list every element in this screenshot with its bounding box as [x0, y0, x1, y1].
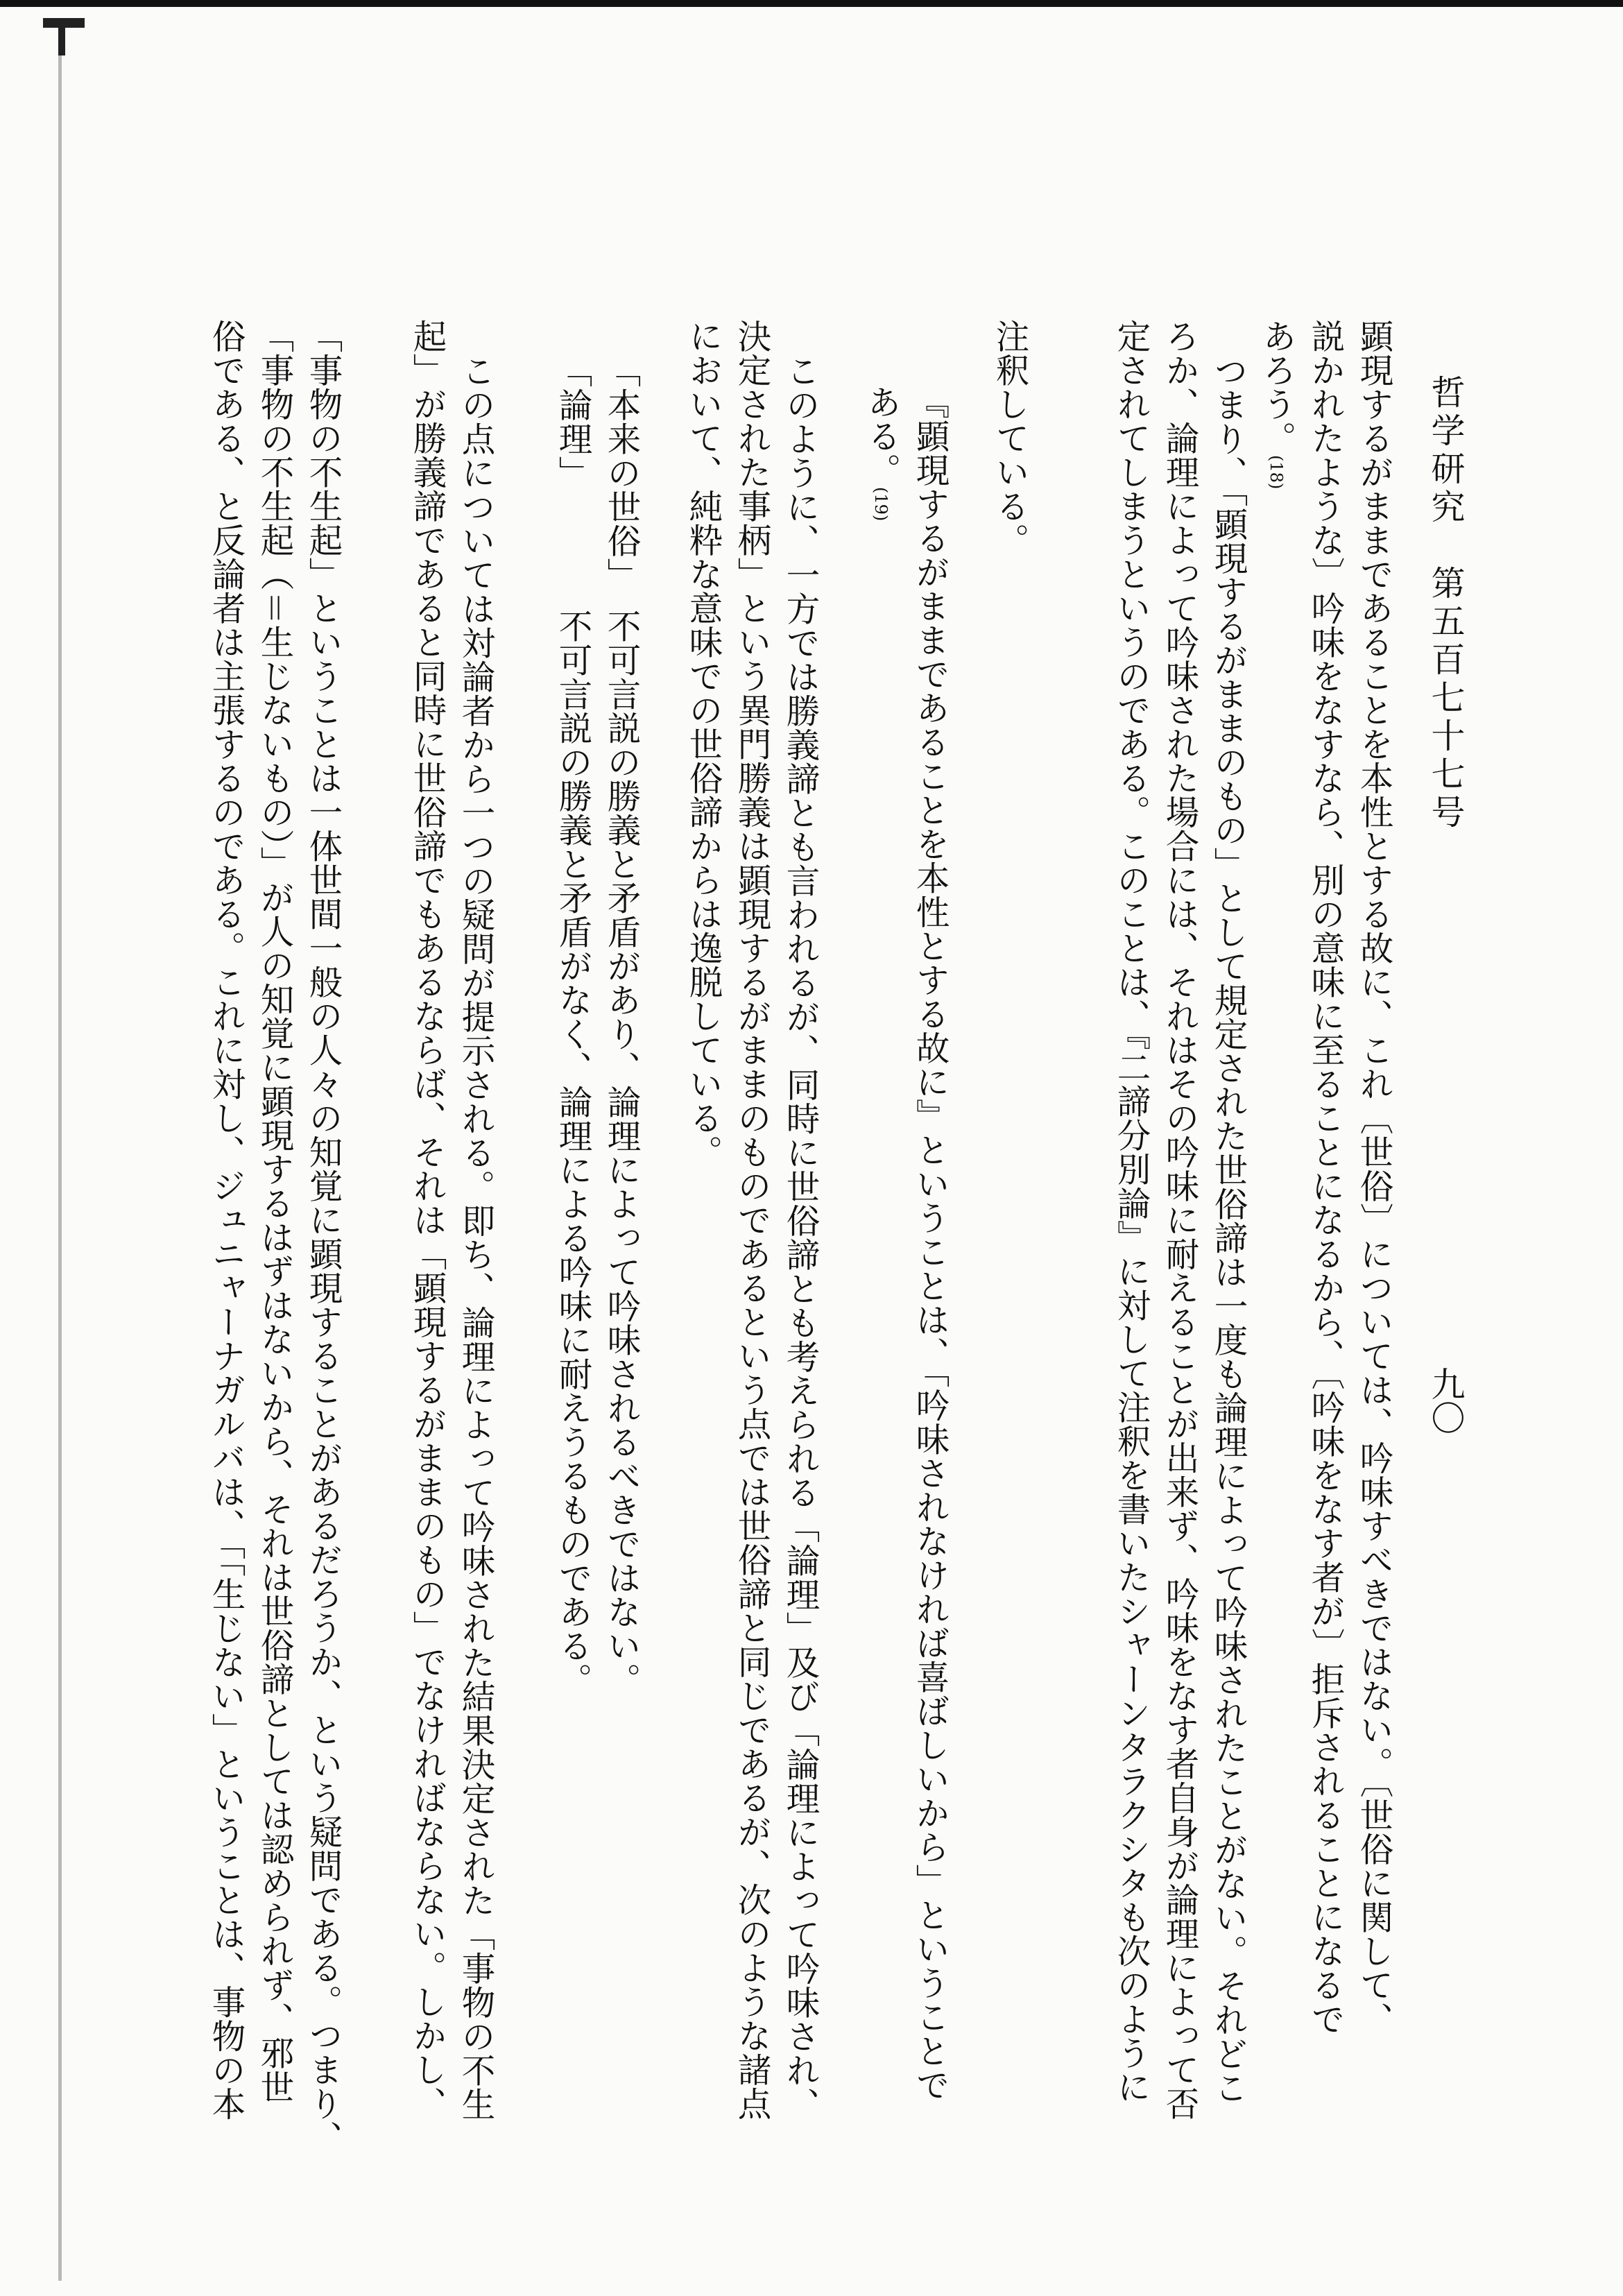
endnote-ref-19: (19)	[871, 487, 891, 522]
text-line-12: において、純粋な意味での世俗諦からは逸脱している。	[683, 319, 722, 1169]
text-line-11: 決定された事柄」という異門勝義は顕現するがままのものであるという点では世俗諦と同じであるが、次のような諸点	[732, 319, 771, 2121]
text-line-4: つまり、「顕現するがままのもの」として規定された世俗諦は一度も論理によって吟味されたことがない。それどこ	[1208, 354, 1247, 2105]
text-line-5: ろか、論理によって吟味された場合には、それはその吟味に耐えることが出来ず、吟味をなす者自身が論理によって否	[1160, 319, 1199, 2121]
text-line-8: 『顕現するがままであることを本性とする故に』ということは、「吟味されなければ喜ばしいから」ということで	[910, 385, 949, 2102]
text-line-16: 起」が勝義諦であると同時に世俗諦でもあるならば、それは「顕現するがままのもの」でなければならない。しかし、	[407, 319, 446, 2121]
text-line-13: 「本来の世俗」 不可言説の勝義と矛盾があり、論理によって吟味されるべきではない。	[601, 354, 640, 1697]
text-line-18: 「事物の不生起（＝生じないもの）」が人の知覚に顕現するはずはないから、それは世俗諦としては認められず、邪世	[255, 319, 293, 2104]
text-line-17: 「事物の不生起」ということは一体世間一般の人々の知覚に顕現することがあるだろうか、という疑問である。つまり、	[303, 319, 342, 2154]
text-line-10: このように、一方では勝義諦とも言われるが、同時に世俗諦とも考えられる「論理」及び「論理によって吟味され、	[780, 354, 819, 2121]
top-border-rule	[0, 0, 1623, 7]
text-line-14: 「論理」 不可言説の勝義と矛盾がなく、論理による吟味に耐えうるものである。	[553, 354, 592, 1697]
text-line-15: この点については対論者から一つの疑問が提示される。即ち、論理によって吟味された結果決定された「事物の不生	[456, 354, 495, 2121]
text-line-9-body: ある。	[861, 385, 900, 487]
text-line-3	[1252, 319, 1300, 489]
text-line-3-body: あろう。	[1257, 319, 1296, 455]
text-line-1: 顕現するがままであることを本性とする故に、これ〔世俗〕については、吟味すべきではない。〔世俗に関して、	[1354, 319, 1393, 2036]
binding-edge-shadow	[58, 19, 62, 2281]
endnote-ref-18: (18)	[1266, 455, 1286, 490]
page-number: 九〇	[1426, 1367, 1466, 1434]
running-header-journal-title: 哲学研究 第五百七十七号	[1426, 375, 1466, 832]
text-line-2: 説かれたような〕吟味をなすなら、別の意味に至ることになるから、〔吟味をなす者が〕拒斥されることになるで	[1305, 319, 1344, 2036]
text-line-7: 注釈している。	[990, 319, 1029, 557]
text-line-6: 定されてしまうというのである。このことは、『二諦分別論』に対して注釈を書いたシャーンタラクシタも次のように	[1111, 319, 1150, 2104]
text-line-19: 俗である、と反論者は主張するのである。これに対し、ジュニャーナガルバは、「「生じない」ということは、事物の本	[206, 319, 245, 2121]
binding-corner-mark-vertical	[58, 21, 65, 55]
text-line-9	[857, 385, 905, 521]
